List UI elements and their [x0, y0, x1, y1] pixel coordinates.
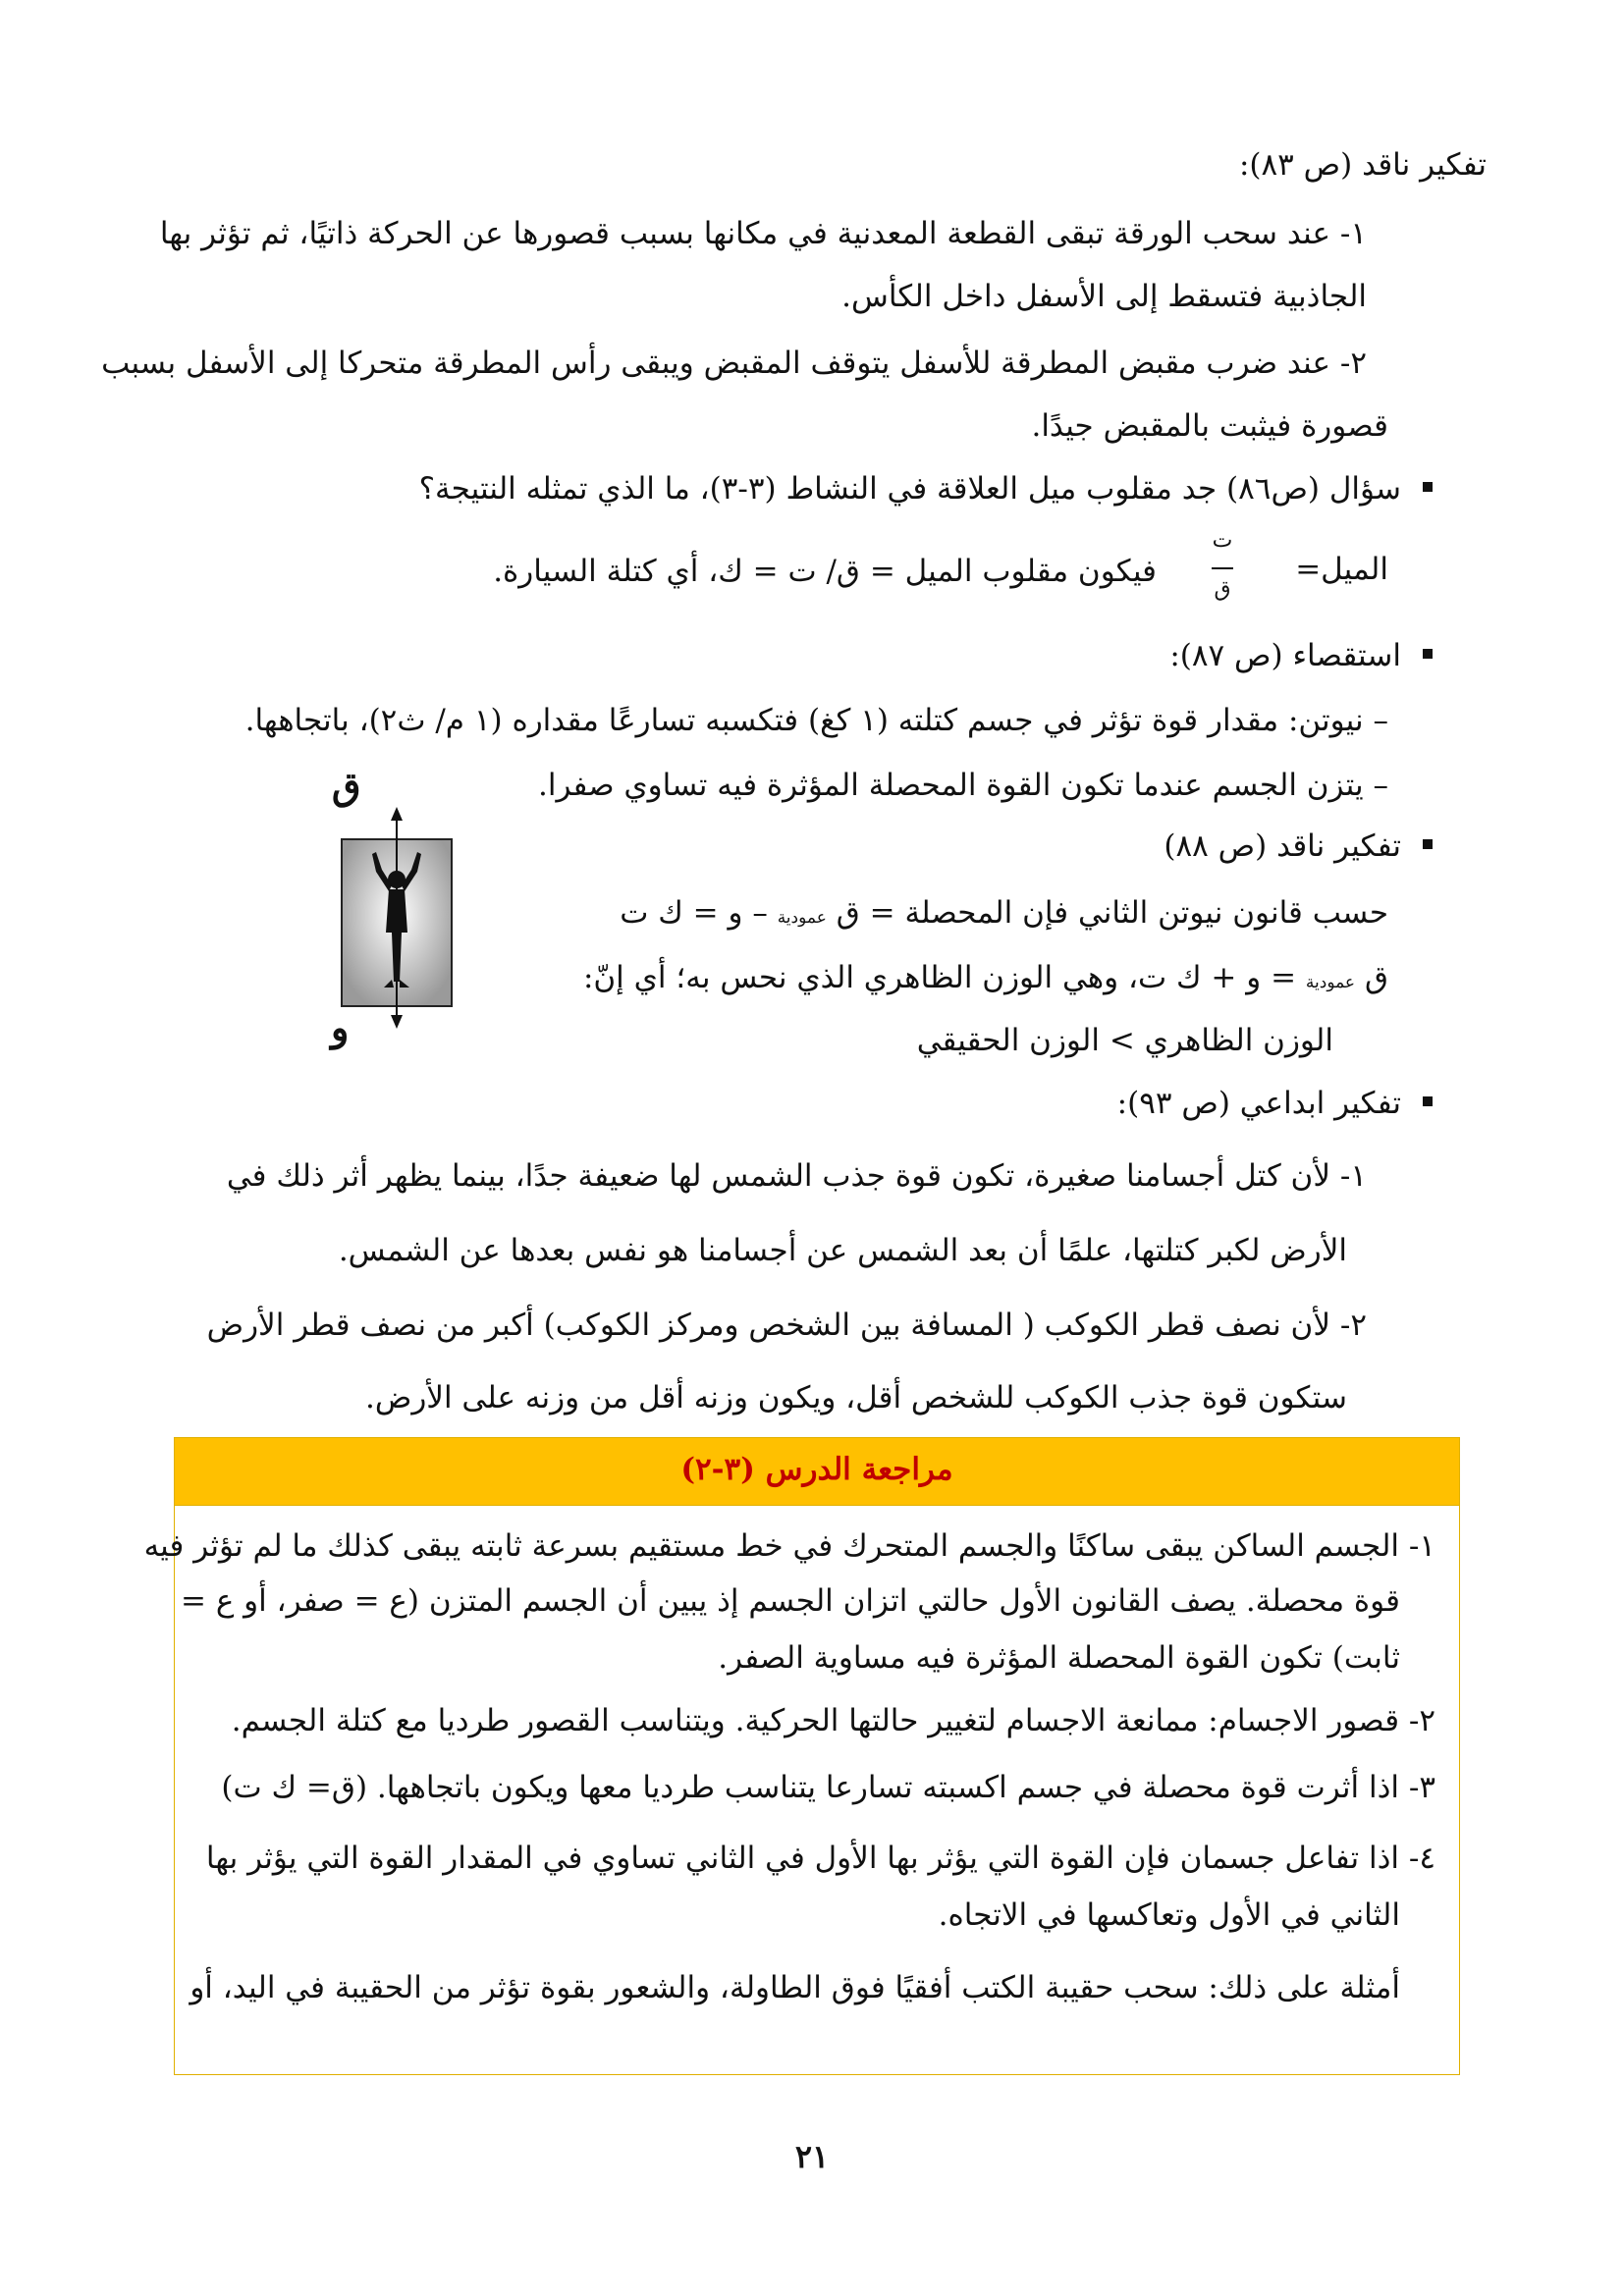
- normal-force-label: ق: [332, 764, 361, 808]
- slope-fraction-numerator: ت: [1212, 528, 1233, 553]
- critical-83-item1-line1: ١- عند سحب الورقة تبقى القطعة المعدنية في مكانها بسبب قصورها عن الحركة ذاتيًا، ثم تؤثر بها: [159, 216, 1367, 251]
- equilibrium-statement: – يتزن الجسم عندما تكون القوة المحصلة المؤثرة فيه تساوي صفرا.: [537, 768, 1388, 803]
- heading-investigation-87: استقصاء (ص ٨٧):: [1169, 636, 1433, 675]
- creative-item1-line2: الأرض لكبر كتلتها، علمًا أن بعد الشمس عن أجسامنا هو نفس بعدها عن الشمس.: [338, 1233, 1347, 1268]
- review-item1-line3: ثابت) تكون القوة المحصلة المؤثرة فيه مساوية الصفر.: [718, 1640, 1400, 1676]
- normal-force-line: ق عمودية = و + ك ت، وهي الوزن الظاهري الذي نحس به؛ أي إنّ:: [582, 960, 1388, 995]
- creative-item2-line1: ٢- لأن نصف قطر الكوكب ( المسافة بين الشخص ومركز الكوكب) أكبر من نصف قطر الأرض: [206, 1308, 1367, 1343]
- heading-critical-88: تفكير ناقد (ص ٨٨): [1164, 827, 1433, 866]
- critical-83-item2-line1: ٢- عند ضرب مقبض المطرقة للأسفل يتوقف المقبض ويبقى رأس المطرقة متحركا إلى الأسفل بسبب: [101, 346, 1367, 381]
- weight-label: و: [331, 1005, 350, 1049]
- question-86: سؤال (ص٨٦) جد مقلوب ميل العلاقة في النشاط (٣-٣)، ما الذي تمثله النتيجة؟: [419, 469, 1433, 508]
- review-item1-line2: قوة محصلة. يصف القانون الأول حالتي اتزان الجسم إذ يبين أن الجسم المتزن (ع = صفر، أو ع =: [180, 1583, 1400, 1619]
- lesson-review-header: [175, 1438, 1459, 1506]
- lesson-review-box: [143, 1437, 1460, 2075]
- slope-fraction-denominator: ق: [1214, 577, 1231, 602]
- slope-result: فيكون مقلوب الميل = ق/ ت = ك، أي كتلة السيارة.: [493, 554, 1157, 589]
- slope-fraction-bar: [1212, 567, 1233, 569]
- slope-label: الميل=: [1295, 552, 1388, 587]
- apparent-weight-figure: [327, 764, 474, 1049]
- heading-creative-93: تفكير ابداعي (ص ٩٣):: [1117, 1084, 1433, 1123]
- newton-second-law-line: حسب قانون نيوتن الثاني فإن المحصلة = ق عمودية – و = ك ت: [620, 895, 1388, 931]
- force-diagram-svg: [327, 795, 474, 1041]
- up-arrow-icon: [391, 807, 403, 821]
- creative-item1-line1: ١- لأن كتل أجسامنا صغيرة، تكون قوة جذب الشمس لها ضعيفة جدًا، بينما يظهر أثر ذلك في: [226, 1158, 1367, 1194]
- review-item3: ٣- اذا أثرت قوة محصلة في جسم اكسبته تسارعا يتناسب طرديا معها ويكون باتجاهها. (ق= ك ت): [221, 1770, 1435, 1805]
- down-arrow-icon: [391, 1015, 403, 1029]
- page-number: ٢١: [794, 2138, 830, 2175]
- review-item2: ٢- قصور الاجسام: ممانعة الاجسام لتغيير حالتها الحركية. ويتناسب القصور طرديا مع كتلة الجسم.: [231, 1703, 1435, 1738]
- newton-definition: – نيوتن: مقدار قوة تؤثر في جسم كتلته (١ كغ) فتكسبه تسارعًا مقداره (١ م/ ث٢)، باتجاهها.: [244, 703, 1388, 738]
- review-item1-line1: ١- الجسم الساكن يبقى ساكنًا والجسم المتحرك في خط مستقيم بسرعة ثابته يبقى كذلك ما لم تؤثر فيه: [143, 1528, 1435, 1564]
- heading-critical-83: تفكير ناقد (ص ٨٣):: [1238, 147, 1487, 183]
- review-examples: أمثلة على ذلك: سحب حقيبة الكتب أفقيًا فوق الطاولة، والشعور بقوة تؤثر من الحقيبة في اليد، أو: [189, 1970, 1400, 2005]
- review-item4-line2: الثاني في الأول وتعاكسها في الاتجاه.: [938, 1897, 1400, 1933]
- creative-item2-line2: ستكون قوة جذب الكوكب للشخص أقل، ويكون وزنه أقل من وزنه على الأرض.: [364, 1380, 1347, 1415]
- critical-83-item2-line2: قصورة فيثبت بالمقبض جيدًا.: [1031, 408, 1388, 444]
- critical-83-item1-line2: الجاذبية فتسقط إلى الأسفل داخل الكأس.: [841, 279, 1367, 314]
- lesson-review-title: مراجعة الدرس (٣-٢): [680, 1452, 953, 1487]
- review-item4-line1: ٤- اذا تفاعل جسمان فإن القوة التي يؤثر بها الأول في الثاني تساوي في المقدار القوة التي يؤثر بها: [205, 1841, 1435, 1876]
- apparent-weight-statement: الوزن الظاهري > الوزن الحقيقي: [916, 1023, 1333, 1058]
